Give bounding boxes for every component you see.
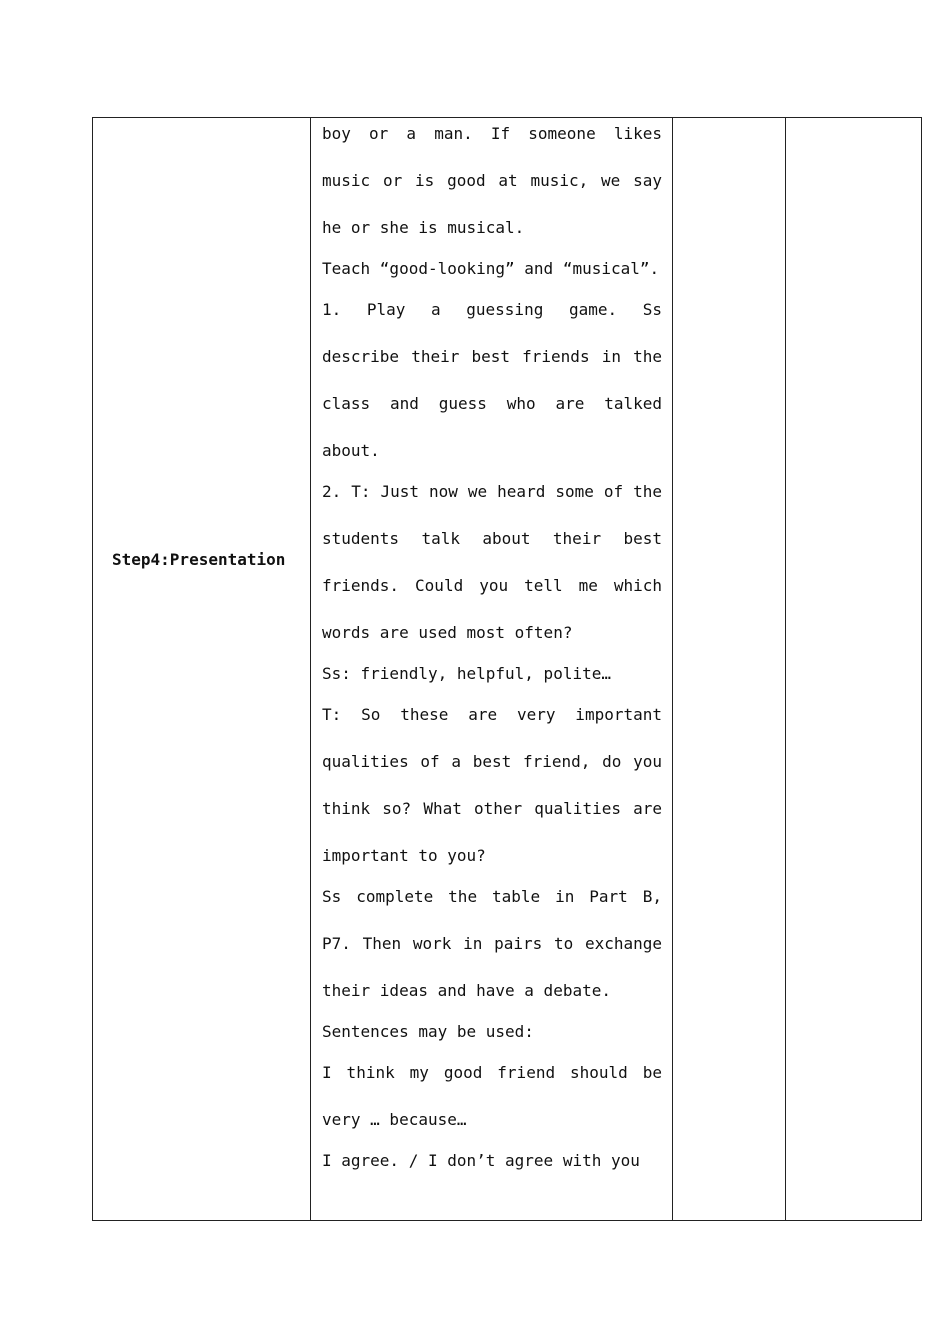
paragraph: I agree. / I don’t agree with you [322, 1151, 640, 1170]
step-label: Step4:Presentation [112, 550, 286, 569]
paragraph: Ss: friendly, helpful, polite… [322, 664, 611, 683]
paragraph: 2. T: Just now we heard some of the students talk about their best friends. Could you tell me which words are used most often? [322, 482, 662, 642]
paragraph: Ss complete the table in Part B, P7. Then work in pairs to exchange their ideas and have a debate. [322, 887, 662, 1000]
column-divider [672, 118, 673, 1220]
procedure-content [322, 118, 662, 1184]
paragraph: Teach “good-looking” and “musical”. [322, 259, 660, 278]
paragraph: T: So these are very important qualities of a best friend, do you think so? What other qualities are important to you? [322, 705, 662, 865]
column-divider [310, 118, 311, 1220]
paragraph: I think my good friend should be very … because… [322, 1063, 662, 1129]
column-divider [785, 118, 786, 1220]
paragraph: boy or a man. If someone likes music or is good at music, we say he or she is musical. [322, 124, 662, 237]
lesson-plan-table [92, 117, 922, 1221]
paragraph: 1. Play a guessing game. Ss describe their best friends in the class and guess who are talked about. [322, 300, 662, 460]
paragraph: Sentences may be used: [322, 1022, 534, 1041]
